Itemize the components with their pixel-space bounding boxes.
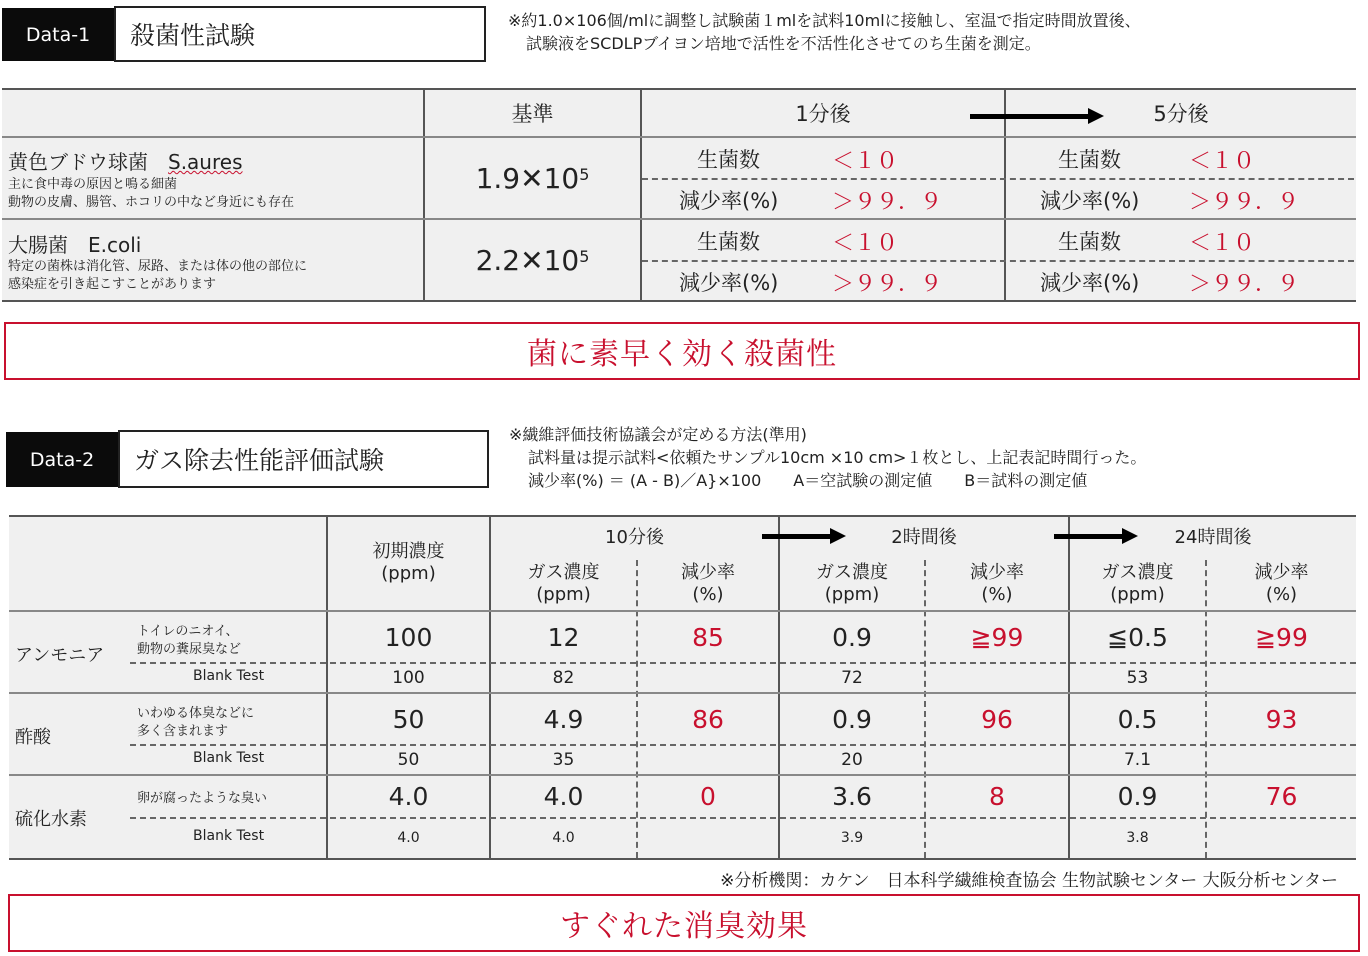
data2-row3-blank-24h: 3.8 [1126, 830, 1149, 846]
data1-arrow [970, 114, 1090, 119]
data2-row2-blank-10: 35 [552, 750, 575, 770]
data2-row1-rate-10: 85 [692, 622, 724, 652]
data2-header-2h: 2時間後 [891, 527, 957, 548]
data2-row2-initial: 50 [392, 704, 425, 734]
data2-row2-gas-2h: 0.9 [832, 704, 872, 734]
data1-row2-rate-1: ＞９９．９ [832, 272, 943, 297]
data1-row1-rate-1: ＞９９．９ [832, 190, 943, 215]
data1-row2-desc1: 特定の菌株は消化管、尿路、または体の他の部位に [8, 259, 308, 274]
data1-row2-standard: 2.2✕10 $^5$ [475, 243, 590, 277]
data1-badge: Data-1 [2, 8, 114, 61]
data2-header-initial: 初期濃度 (ppm) [372, 541, 445, 584]
data2-row1-desc2: 動物の糞尿臭など [137, 642, 242, 657]
data2-row1-desc1: トイレのニオイ、 [137, 624, 239, 639]
data2-header-10min: 10分後 [605, 527, 664, 548]
data2-subheader-gas-24h: ガス濃度 (ppm) [1101, 562, 1174, 605]
data2-row2-rate-24h: 93 [1265, 704, 1298, 734]
data2-arrow-2 [1054, 534, 1124, 539]
data2-row2-desc2: 多く含まれます [137, 724, 229, 739]
data2-row3-gas-24h: 0.9 [1117, 781, 1158, 811]
data2-row3-initial: 4.0 [388, 781, 429, 811]
data1-row2-count-1: ＜１０ [832, 231, 899, 256]
data1-row2-rate-5: ＞９９．９ [1189, 272, 1300, 297]
data2-row1-gas-2h: 0.9 [832, 622, 872, 652]
data1-header-standard: 基準 [511, 102, 554, 126]
data2-row1-blank-2h: 72 [841, 668, 863, 688]
data2-row2-name: 酢酸 [15, 727, 51, 748]
data1-row1-name: 黄色ブドウ球菌 S.aures [8, 150, 243, 174]
data2-row1-blank-10: 82 [552, 668, 575, 688]
data2-row3-gas-2h: 3.6 [832, 781, 872, 811]
data2-row2-blank-initial: 50 [397, 750, 420, 770]
data2-row2-blank-2h: 20 [841, 750, 863, 770]
data2-row3-gas-10: 4.0 [543, 781, 584, 811]
data2-row2-desc1: いわゆる体臭などに [137, 706, 255, 721]
data2-row3-rate-24h: 76 [1265, 781, 1298, 811]
data2-footnote: ※分析機関：カケン 日本科学繊維検査協会 生物試験センター 大阪分析センター [720, 871, 1338, 891]
data2-badge: Data-2 [6, 432, 118, 487]
data1-row1-count-label-1: 生菌数 [697, 148, 760, 172]
data2-row1-name: アンモニア [15, 645, 105, 666]
data2-row2-gas-10: 4.9 [543, 704, 584, 734]
data2-row3-blank-label: Blank Test [193, 828, 265, 844]
data1-row1-standard: 1.9✕10 $^5$ [475, 161, 590, 195]
data2-row3-blank-initial: 4.0 [397, 830, 420, 846]
data1-row1-rate-5: ＞９９．９ [1189, 190, 1300, 215]
data2-row1-blank-initial: 100 [392, 668, 425, 688]
data2-row2-gas-24h: 0.5 [1117, 704, 1158, 734]
data2-row1-rate-24h: ≧99 [1255, 622, 1308, 652]
data2-title: ガス除去性能評価試験 [118, 430, 489, 488]
data2-header-24h: 24時間後 [1174, 527, 1252, 548]
data2-row3-name: 硫化水素 [15, 809, 87, 830]
data1-row1-rate-label-1: 減少率(%) [679, 189, 779, 213]
data2-subheader-gas-2h: ガス濃度 (ppm) [816, 562, 888, 605]
data2-banner: すぐれた消臭効果 [8, 894, 1360, 952]
data2-row3-blank-10: 4.0 [552, 830, 575, 846]
data1-row2-count-5: ＜１０ [1189, 231, 1256, 256]
data2-arrow-1 [762, 534, 832, 539]
data2-row2-rate-10: 86 [692, 704, 724, 734]
data1-row1-desc2: 動物の皮膚、腸管、ホコリの中など身近にも存在 [8, 195, 295, 210]
data1-header-1min: 1分後 [795, 102, 851, 126]
data1-banner: 菌に素早く効く殺菌性 [4, 322, 1360, 380]
data2-row2-blank-24h: 7.1 [1123, 750, 1152, 770]
data2-row1-gas-10: 12 [547, 622, 580, 652]
data2-row1-gas-24h: ≦0.5 [1107, 622, 1168, 652]
data2-row1-blank-label: Blank Test [193, 668, 265, 684]
data1-row2-count-label-1: 生菌数 [697, 230, 760, 254]
data1-note-line1: ※約1.0×106個/mlに調整し試験菌１mlを試料10mlに接触し、室温で指定時間放置後、 [508, 11, 1141, 30]
data2-subheader-rate-10: 減少率 (%) [681, 562, 735, 605]
data2-row3-desc1: 卵が腐ったような臭い [137, 791, 268, 806]
data1-note-line2: 試験液をSCDLPブイヨン培地で活性を不活性化させてのち生菌を測定。 [526, 34, 1041, 53]
data1-row2-desc2: 感染症を引き起こすことがあります [8, 277, 217, 292]
data2-note-line2: 試料量は提示試料<依頼たサンプル10cm ×10 cm>１枚とし、上記表記時間行った。 [528, 448, 1147, 467]
data1-row2-rate-label-1: 減少率(%) [679, 271, 779, 295]
data1-header-5min: 5分後 [1153, 102, 1209, 126]
data2-row3-rate-10: 0 [700, 781, 716, 811]
data2-row1-initial: 100 [384, 622, 433, 652]
data1-title: 殺菌性試験 [114, 6, 486, 62]
data2-row3-blank-2h: 3.9 [840, 830, 864, 846]
data1-row2-name: 大腸菌 E.coli [8, 233, 142, 257]
data1-row1-count-label-5: 生菌数 [1058, 148, 1121, 172]
data2-row2-rate-2h: 96 [981, 704, 1013, 734]
data2-subheader-rate-2h: 減少率 (%) [970, 562, 1024, 605]
data1-row2-rate-label-5: 減少率(%) [1040, 271, 1140, 295]
data2-row2-blank-label: Blank Test [193, 750, 265, 766]
data2-row3-rate-2h: 8 [989, 781, 1005, 811]
data2-subheader-gas-10: ガス濃度 (ppm) [527, 562, 600, 605]
data2-subheader-rate-24h: 減少率 (%) [1254, 562, 1309, 605]
data2-note-line3: 減少率(%) ＝ (A - B)／A}×100 A＝空試験の測定値 B＝試料の測定値 [528, 471, 1088, 490]
data1-row1-count-1: ＜１０ [832, 149, 899, 174]
data2-row1-rate-2h: ≧99 [970, 622, 1024, 652]
data1-row2-count-label-5: 生菌数 [1058, 230, 1121, 254]
data1-row1-count-5: ＜１０ [1189, 149, 1256, 174]
data1-row1-desc1: 主に食中毒の原因と鳴る細菌 [8, 177, 178, 192]
data2-note-line1: ※繊維評価技術協議会が定める方法(準用) [509, 425, 807, 444]
data1-row1-rate-label-5: 減少率(%) [1040, 189, 1140, 213]
data2-row1-blank-24h: 53 [1126, 668, 1149, 688]
